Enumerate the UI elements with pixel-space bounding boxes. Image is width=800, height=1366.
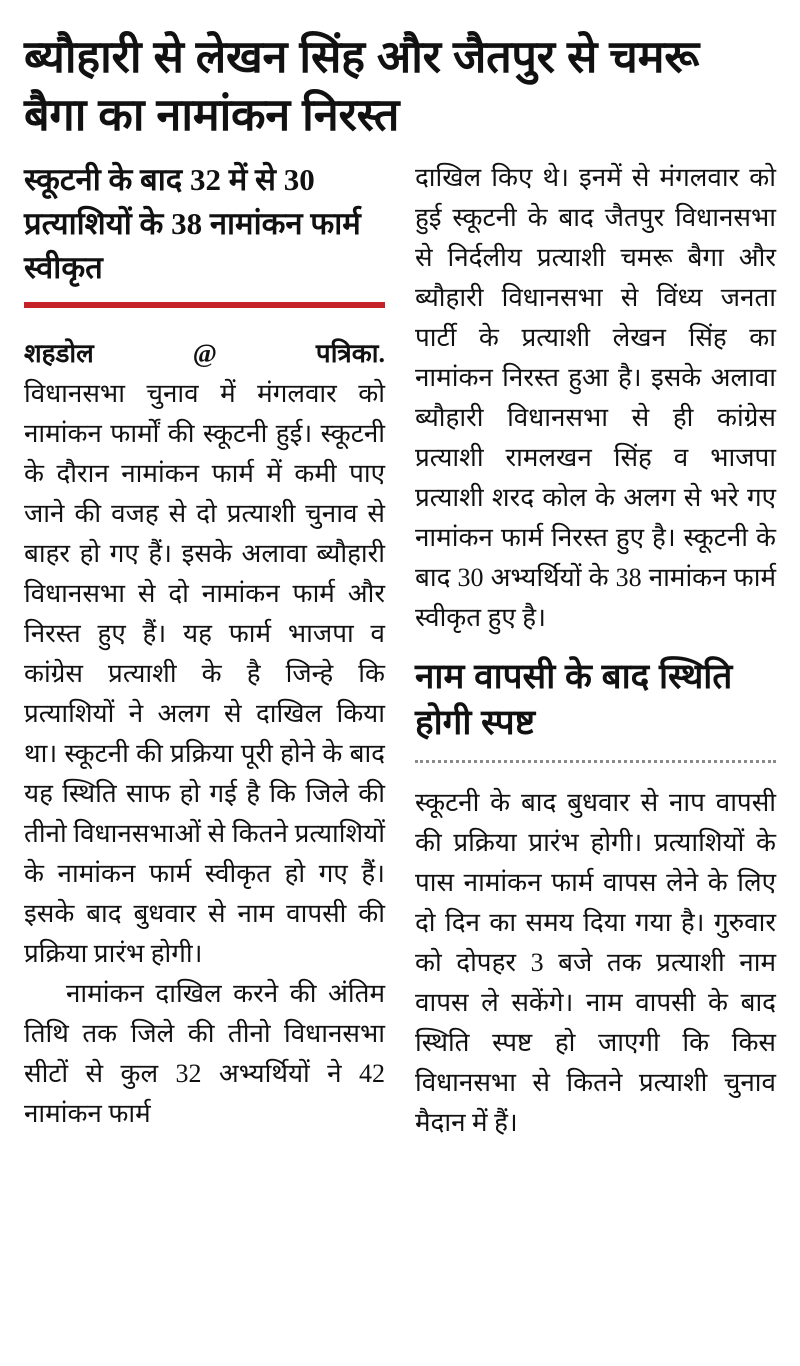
red-divider-rule xyxy=(24,302,385,308)
paragraph: विधानसभा चुनाव में मंगलवार को नामांकन फार्मों की स्कूटनी हुई। स्कूटनी के दौरान नामांकन फार्म में कमी पाए जाने की वजह से दो प्रत्याशी चुनाव से बाहर हो गए हैं। इसके अलावा ब्यौहारी विधानसभा से दो नामांकन फार्म और निरस्त हुए हैं। यह फार्म भाजपा व कांग्रेस प्रत्याशी के है जिन्हे कि प्रत्याशियों ने अलग से दाखिल किया था। स्कूटनी की प्रक्रिया पूरी होने के बाद यह स्थिति साफ हो गई है कि जिले की तीनो विधानसभाओं से कितने प्रत्याशियों के नामांकन फार्म स्वीकृत हो गए हैं। इसके बाद बुधवार से नाम वापसी की प्रक्रिया प्रारंभ होगी। xyxy=(24,379,385,968)
dotted-divider-rule xyxy=(415,760,776,763)
paragraph: नामांकन दाखिल करने की अंतिम तिथि तक जिले की तीनो विधानसभा सीटों से कुल 32 अभ्यर्थियों ने 42 नामांकन फार्म xyxy=(24,979,385,1128)
article-deck: स्कूटनी के बाद 32 में से 30 प्रत्याशियों के 38 नामांकन फार्म स्वीकृत xyxy=(24,162,361,285)
section-subheadline: नाम वापसी के बाद स्थिति होगी स्पष्ट xyxy=(415,657,733,742)
article-columns xyxy=(24,158,776,1143)
byline-place: शहडोल xyxy=(24,339,94,368)
byline xyxy=(24,334,385,374)
column-right xyxy=(415,158,776,1143)
byline-at-symbol: @ xyxy=(192,339,217,368)
paragraph: स्कूटनी के बाद बुधवार से नाप वापसी की प्रक्रिया प्रारंभ होगी। प्रत्याशियों के पास नामांकन फार्म वापस लेने के लिए दो दिन का समय दिया गया है। गुरुवार को दोपहर 3 बजे तक प्रत्याशी नाम वापस ले सकेंगे। नाम वापसी के बाद स्थिति स्पष्ट हो जाएगी कि किस विधानसभा से कितने प्रत्याशी चुनाव मैदान में हैं। xyxy=(415,788,776,1137)
page-title: ब्यौहारी से लेखन सिंह और जैतपुर से चमरू बैगा का नामांकन निरस्त xyxy=(24,31,699,140)
paragraph: दाखिल किए थे। इनमें से मंगलवार को हुई स्कूटनी के बाद जैतपुर विधानसभा से निर्दलीय प्रत्याशी चमरू बैगा और ब्यौहारी विधानसभा से विंध्य जनता पार्टी के प्रत्याशी लेखन सिंह का नामांकन निरस्त हुआ है। इसके अलावा ब्यौहारी विधानसभा से ही कांग्रेस प्रत्याशी रामलखन सिंह व भाजपा प्रत्याशी शरद कोल के अलग से भरे गए नामांकन फार्म निरस्त हुए है। स्कूटनी के बाद 30 अभ्यर्थियों के 38 नामांकन फार्म स्वीकृत हुए है। xyxy=(415,163,776,632)
byline-source: पत्रिका. xyxy=(315,339,385,368)
column-left xyxy=(24,158,385,1134)
